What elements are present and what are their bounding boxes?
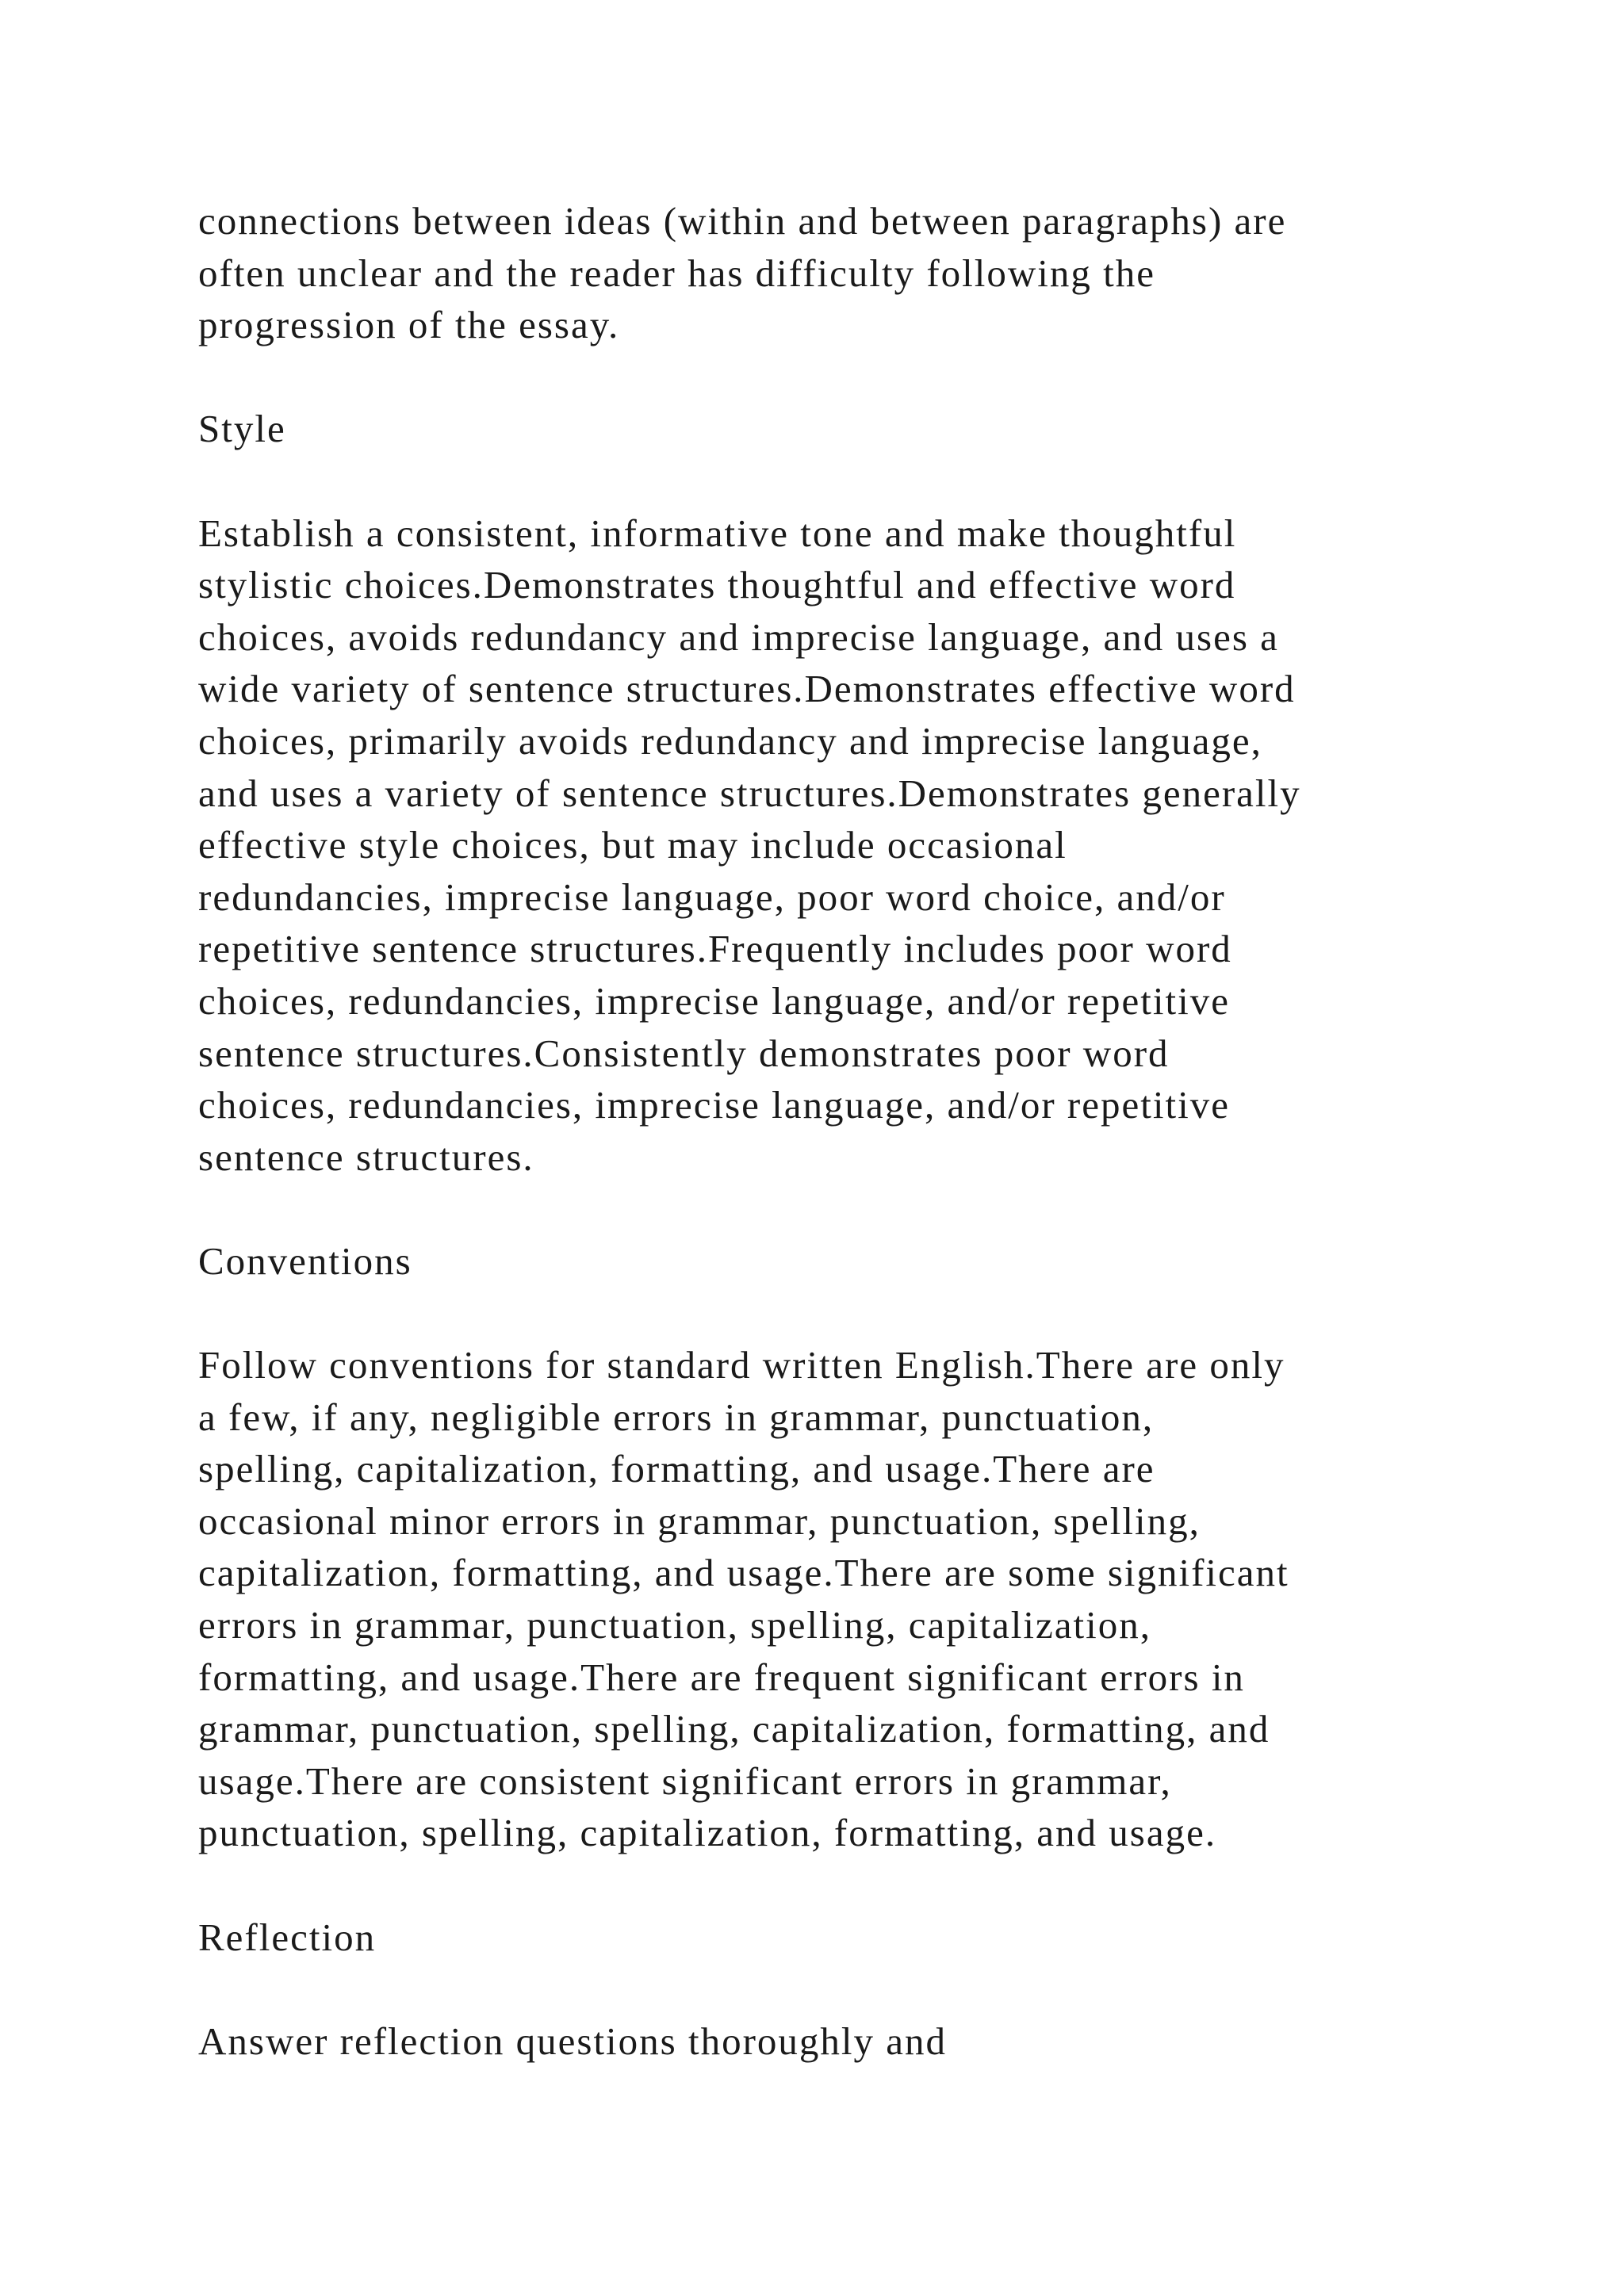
text-line: grammar, punctuation, spelling, capitalization, formatting, and <box>198 1707 1270 1751</box>
paragraph-gap <box>198 1287 1467 1339</box>
text-line: sentence structures. <box>198 1135 534 1179</box>
section-heading-conventions: Conventions <box>198 1238 412 1283</box>
text-line: usage.There are consistent significant errors in grammar, <box>198 1758 1172 1803</box>
style-paragraph <box>198 507 1467 1184</box>
paragraph-gap <box>198 351 1467 404</box>
text-line: progression of the essay. <box>198 303 620 347</box>
text-line: often unclear and the reader has difficulty following the <box>198 251 1156 295</box>
text-line: capitalization, formatting, and usage.There are some significant <box>198 1551 1289 1595</box>
text-line: stylistic choices.Demonstrates thoughtful and effective word <box>198 563 1236 607</box>
text-line: connections between ideas (within and between paragraphs) are <box>198 199 1287 243</box>
section-heading-style: Style <box>198 407 286 451</box>
text-line: wide variety of sentence structures.Demonstrates effective word <box>198 667 1296 711</box>
paragraph-gap <box>198 1859 1467 1911</box>
text-line: choices, redundancies, imprecise language, and/or repetitive <box>198 1083 1230 1127</box>
intro-paragraph <box>198 195 1467 351</box>
document-page <box>198 195 1467 2067</box>
paragraph-gap <box>198 1183 1467 1235</box>
text-line: and uses a variety of sentence structures.Demonstrates generally <box>198 771 1301 815</box>
text-line: occasional minor errors in grammar, punctuation, spelling, <box>198 1498 1201 1543</box>
paragraph-gap <box>198 455 1467 507</box>
text-line: choices, redundancies, imprecise language, and/or repetitive <box>198 978 1230 1023</box>
text-line: sentence structures.Consistently demonstrates poor word <box>198 1031 1170 1075</box>
text-line: Answer reflection questions thoroughly and <box>198 2019 948 2063</box>
conventions-paragraph <box>198 1339 1467 1859</box>
text-line: spelling, capitalization, formatting, and usage.There are <box>198 1447 1155 1491</box>
text-line: Establish a consistent, informative tone and make thoughtful <box>198 511 1237 555</box>
text-line: Follow conventions for standard written English.There are only <box>198 1343 1285 1387</box>
paragraph-gap <box>198 1963 1467 2015</box>
text-line: choices, primarily avoids redundancy and imprecise language, <box>198 718 1262 763</box>
text-line: punctuation, spelling, capitalization, formatting, and usage. <box>198 1811 1217 1855</box>
text-line: redundancies, imprecise language, poor word choice, and/or <box>198 874 1226 919</box>
text-line: errors in grammar, punctuation, spelling, capitalization, <box>198 1603 1151 1647</box>
text-line: a few, if any, negligible errors in grammar, punctuation, <box>198 1395 1155 1439</box>
section-heading-reflection: Reflection <box>198 1915 377 1959</box>
text-line: effective style choices, but may include occasional <box>198 823 1067 867</box>
reflection-paragraph <box>198 2015 1467 2068</box>
text-line: choices, avoids redundancy and imprecise language, and uses a <box>198 614 1279 659</box>
text-line: formatting, and usage.There are frequent significant errors in <box>198 1655 1245 1699</box>
text-line: repetitive sentence structures.Frequently includes poor word <box>198 927 1232 971</box>
